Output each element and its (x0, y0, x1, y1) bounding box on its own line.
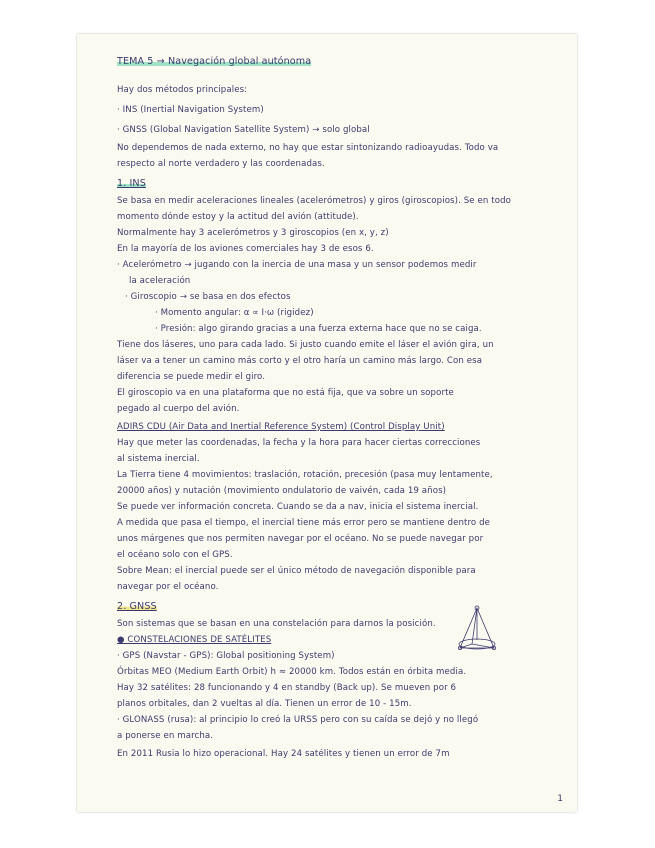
text-line: · GPS (Navstar - GPS): Global positioning System) (117, 651, 335, 661)
text-line: En 2011 Rusia lo hizo operacional. Hay 24 satélites y tienen un error de 7m (117, 749, 450, 759)
section-heading-gnss: 2. GNSS (117, 601, 157, 612)
satellite-pyramid-sketch-icon (452, 604, 502, 664)
text-line: Hay 32 satélites: 28 funcionando y 4 en standby (Back up). Se mueven por 6 (117, 683, 457, 693)
text-line: · INS (Inertial Navigation System) (117, 105, 264, 115)
section-heading-ins: 1. INS (117, 178, 146, 189)
text-line: · Presión: algo girando gracias a una fuerza externa hace que no se caiga. (155, 324, 482, 334)
text-line: · GNSS (Global Navigation Satellite System) → solo global (117, 125, 370, 135)
text-line: láser va a tener un camino más corto y el otro haría un camino más largo. Con esa (117, 356, 483, 366)
page-number: 1 (557, 794, 563, 804)
text-line: respecto al norte verdadero y las coordenadas. (117, 159, 325, 169)
text-line: pegado al cuerpo del avión. (117, 404, 240, 414)
text-line: · GLONASS (rusa): al principio lo creó la URSS pero con su caída se dejó y no llegó (117, 715, 479, 725)
text-line: Sobre Mean: el inercial puede ser el único método de navegación disponible para (117, 566, 476, 576)
text-line: Normalmente hay 3 acelerómetros y 3 giroscopios (en x, y, z) (117, 228, 389, 238)
page-title: TEMA 5 → Navegación global autónoma (117, 56, 312, 67)
text-line: la aceleración (129, 276, 191, 286)
text-line: 20000 años) y nutación (movimiento ondulatorio de vaivén, cada 19 años) (117, 486, 447, 496)
text-line: ● CONSTELACIONES DE SATÉLITES (117, 635, 272, 645)
text-line: El giroscopio va en una plataforma que no está fija, que va sobre un soporte (117, 388, 454, 398)
text-line: · Giroscopio → se basa en dos efectos (125, 292, 291, 302)
text-line: Órbitas MEO (Medium Earth Orbit) h ≈ 20000 km. Todos están en órbita media. (117, 667, 467, 677)
text-line: al sistema inercial. (117, 454, 200, 464)
text-line: momento dónde estoy y la actitud del avión (attitude). (117, 212, 359, 222)
text-line: No dependemos de nada externo, no hay que estar sintonizando radioayudas. Todo va (117, 143, 499, 153)
text-line: Se basa en medir aceleraciones lineales (acelerómetros) y giros (giroscopios). Se en todo (117, 196, 512, 206)
text-line: En la mayoría de los aviones comerciales hay 3 de esos 6. (117, 244, 374, 254)
text-line: Hay dos métodos principales: (117, 85, 248, 95)
text-line: A medida que pasa el tiempo, el inercial tiene más error pero se mantiene dentro de (117, 518, 491, 528)
text-line: · Acelerómetro → jugando con la inercia de una masa y un sensor podemos medir (117, 260, 477, 270)
text-line: unos márgenes que nos permiten navegar por el océano. No se puede navegar por (117, 534, 484, 544)
text-line: Hay que meter las coordenadas, la fecha y la hora para hacer ciertas correcciones (117, 438, 481, 448)
notebook-page (77, 34, 577, 812)
text-line: Tiene dos láseres, uno para cada lado. Si justo cuando emite el láser el avión gira, un (117, 340, 494, 350)
text-line: planos orbitales, dan 2 vueltas al día. Tienen un error de 10 - 15m. (117, 699, 412, 709)
text-line: navegar por el océano. (117, 582, 219, 592)
text-line: diferencia se puede medir el giro. (117, 372, 266, 382)
text-line: · Momento angular: α ∝ I·ω (rigidez) (155, 308, 314, 318)
text-line: el océano solo con el GPS. (117, 550, 233, 560)
subheading-adirs: ADIRS CDU (Air Data and Inertial Reference System) (Control Display Unit) (117, 422, 445, 432)
text-line: Se puede ver información concreta. Cuando se da a nav, inicia el sistema inercial. (117, 502, 479, 512)
text-line: a ponerse en marcha. (117, 731, 214, 741)
text-line: Son sistemas que se basan en una constelación para darnos la posición. (117, 619, 436, 629)
text-line: La Tierra tiene 4 movimientos: traslación, rotación, precesión (pasa muy lentamente, (117, 470, 493, 480)
